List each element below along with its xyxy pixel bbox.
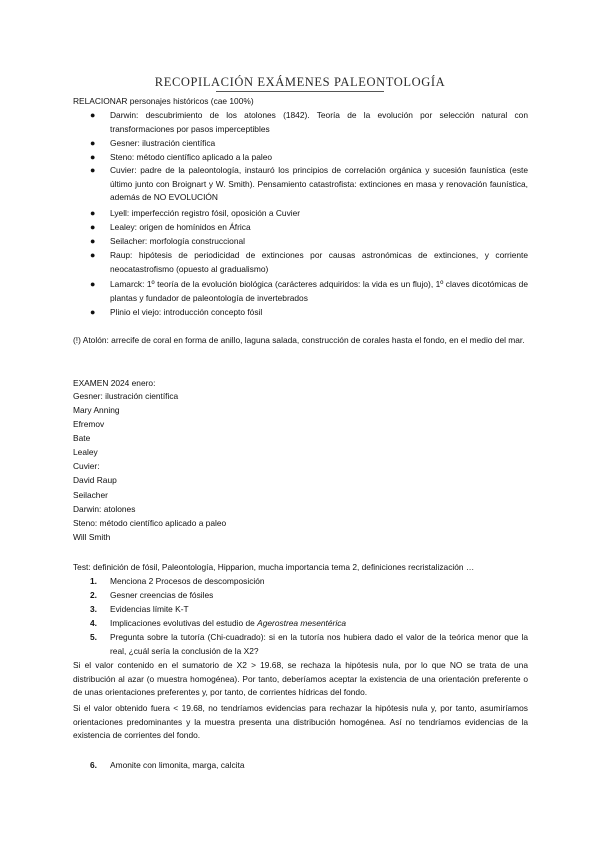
- examen-line: Mary Anning: [73, 405, 120, 415]
- examen-line: Gesner: ilustración científica: [73, 391, 179, 401]
- relacionar-heading: RELACIONAR personajes históricos (cae 100%): [73, 96, 254, 106]
- examen-line: Efremov: [73, 419, 105, 429]
- examen-line: David Raup: [73, 475, 117, 485]
- atolon-note: (!) Atolón: arrecife de coral en forma de anillo, laguna salada, construcción de corales hasta el fondo, en el medio del mar.: [73, 335, 525, 345]
- test-item: Gesner creencias de fósiles: [110, 590, 214, 600]
- document-title: RECOPILACIÓN EXÁMENES PALEONTOLOGÍA: [0, 75, 600, 92]
- bullet-icon: ●: [90, 222, 96, 232]
- answer-paragraph: Si el valor contenido en el sumatorio de X2 > 19.68, se rechaza la hipótesis nula, por lo que NO se trata de una distribución al azar (o muestra homogénea). Por tanto, deberíamos aceptar la existencia de una orientación preferente o de unas orientaciones preferentes y, por tanto, de corrientes hídricas del fondo.: [73, 660, 528, 697]
- examen-heading: EXAMEN 2024 enero:: [73, 378, 156, 388]
- examen-line: Seilacher: [73, 490, 108, 500]
- bullet-icon: ●: [90, 110, 96, 120]
- relacionar-item-cuvier: Cuvier: padre de la paleontología, instauró los principios de correlación orgánica y sucesión faunística (este último junto con Broignart y W. Smith). Pensamiento catastrofista: extinciones en masa y renovación faunística, además de NO EVOLUCIÓN: [110, 165, 528, 202]
- test-item-number: 4.: [90, 618, 97, 628]
- test-item-number: 6.: [90, 760, 97, 770]
- bullet-icon: ●: [90, 152, 96, 162]
- relacionar-item-darwin: Darwin: descubrimiento de los atolones (1842). Teoría de la evolución por selección natural con transformaciones por pasos imperceptibles: [110, 110, 528, 134]
- bullet-icon: ●: [90, 279, 96, 289]
- bullet-icon: ●: [90, 138, 96, 148]
- test-item: Menciona 2 Procesos de descomposición: [110, 576, 265, 586]
- relacionar-item-lealey: Lealey: origen de homínidos en África: [110, 222, 251, 232]
- test-item-number: 2.: [90, 590, 97, 600]
- answer-paragraph: Si el valor obtenido fuera < 19.68, no tendríamos evidencias para rechazar la hipótesis nula y, por tanto, asumiríamos orientaciones predominantes y la muestra presenta una distribución homogénea. Así no tendríamos evidencias de la existencia de corrientes del fondo.: [73, 703, 528, 740]
- examen-line: Bate: [73, 433, 91, 443]
- bullet-icon: ●: [90, 165, 96, 175]
- test-item-number: 3.: [90, 604, 97, 614]
- relacionar-item-seilacher: Seilacher: morfología construccional: [110, 236, 245, 246]
- relacionar-item-raup: Raup: hipótesis de periodicidad de extinciones por causas astronómicas de extinciones, y corriente neocatastrofismo (opuesto al gradualismo): [110, 250, 528, 274]
- relacionar-item-steno: Steno: método científico aplicado a la paleo: [110, 152, 273, 162]
- examen-line: Lealey: [73, 447, 98, 457]
- bullet-icon: ●: [90, 236, 96, 246]
- test-item: Amonite con limonita, marga, calcita: [110, 760, 245, 770]
- examen-line: Cuvier:: [73, 461, 100, 471]
- relacionar-item-plinio: Plinio el viejo: introducción concepto fósil: [110, 307, 263, 317]
- test-item-text: Implicaciones evolutivas del estudio de: [110, 618, 258, 628]
- examen-line: Steno: método científico aplicado a paleo: [73, 518, 227, 528]
- relacionar-item-lamarck: Lamarck: 1º teoría de la evolución biológica (carácteres adquiridos: la vida es un flujo), 1º claves dicotómicas de plantas y fundador de paleontología de invertebrados: [110, 279, 528, 303]
- test-item: [110, 617, 346, 631]
- test-intro: Test: definición de fósil, Paleontología, Hipparion, mucha importancia tema 2, definiciones recristalización …: [73, 562, 475, 572]
- test-item: Evidencias límite K-T: [110, 604, 189, 614]
- relacionar-item-gesner: Gesner: ilustración científica: [110, 138, 216, 148]
- examen-line: Darwin: atolones: [73, 504, 136, 514]
- relacionar-item-lyell: Lyell: imperfección registro fósil, oposición a Cuvier: [110, 208, 301, 218]
- bullet-icon: ●: [90, 208, 96, 218]
- examen-line: Will Smith: [73, 532, 111, 542]
- test-item-number: 1.: [90, 576, 97, 586]
- bullet-icon: ●: [90, 307, 96, 317]
- species-name: Agerostrea mesentérica: [257, 618, 347, 628]
- test-item-number: 5.: [90, 632, 97, 642]
- bullet-icon: ●: [90, 250, 96, 260]
- test-item: Pregunta sobre la tutoría (Chi-cuadrado): si en la tutoría nos hubiera dado el valor de la teórica menor que la real, ¿cuál sería la conclusión de la X2?: [110, 632, 528, 656]
